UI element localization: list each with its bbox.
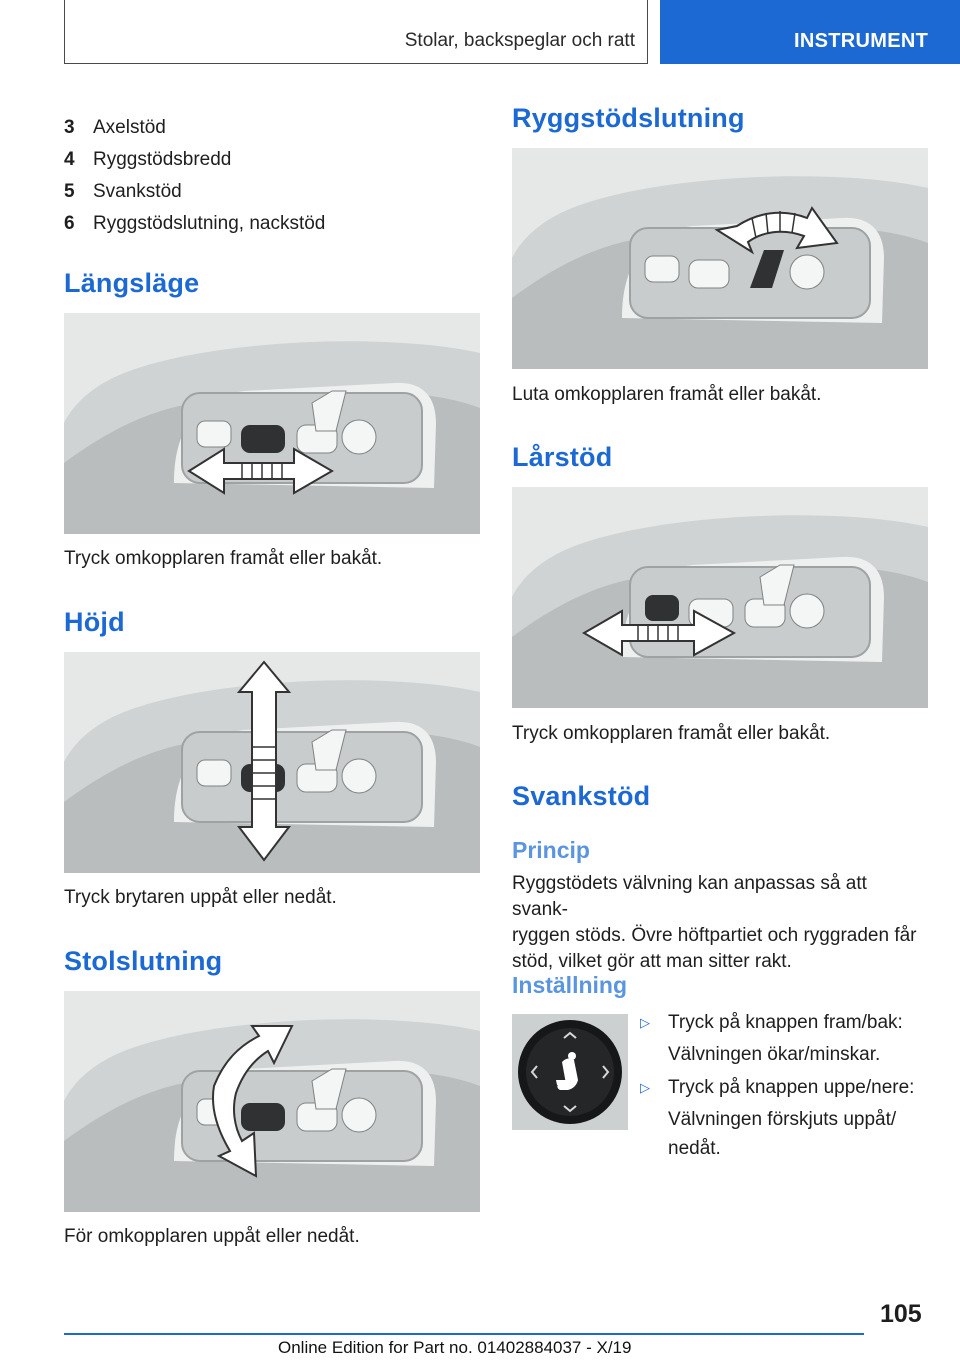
list-item-detail: Välvningen ökar/minskar.: [668, 1044, 881, 1065]
figure-seat-fore-aft: [64, 313, 480, 534]
heading-stolslutning: Stolslutning: [64, 946, 223, 976]
figure-seat-height: [64, 652, 480, 873]
heading-langslage: Längsläge: [64, 268, 200, 298]
footer-divider: [64, 1333, 864, 1335]
caption-larstod: Tryck omkopplaren framåt eller bakåt.: [512, 723, 831, 744]
legend-list: [64, 112, 325, 240]
header-chapter-tab[interactable]: [660, 0, 960, 64]
legend-item: 6 Ryggstödslutning, nackstöd: [64, 213, 326, 234]
figure-seat-tilt: [64, 991, 480, 1212]
list-item-detail: Välvningen förskjuts uppåt/ nedåt.: [668, 1109, 897, 1159]
caption-stolslutning: För omkopplaren uppåt eller nedåt.: [64, 1226, 360, 1247]
triangle-bullet-icon: ▷: [640, 1015, 650, 1030]
caption-langslage: Tryck omkopplaren framåt eller bakåt.: [64, 548, 383, 569]
footer-edition: Online Edition for Part no. 01402884037 - X/19: [278, 1338, 632, 1357]
caption-ryggstodslutning: Luta omkopplaren framåt eller bakåt.: [512, 384, 822, 405]
figure-backrest-tilt: [512, 148, 928, 369]
heading-princip: Princip: [512, 837, 590, 863]
heading-hojd: Höjd: [64, 607, 125, 637]
header-section-box: [64, 0, 648, 64]
legend-item: 4 Ryggstödsbredd: [64, 149, 232, 170]
heading-ryggstodslutning: Ryggstödslutning: [512, 103, 745, 133]
princip-paragraph: Ryggstödets välvning kan anpassas så att svank- ryggen stöds. Övre höftpartiet och ryggraden får stöd, vilket gör att man sitter rakt.: [512, 873, 917, 972]
list-item: ▷ Tryck på knappen uppe/nere:: [638, 1073, 928, 1103]
list-item: ▷ Tryck på knappen fram/bak:: [638, 1008, 928, 1038]
caption-hojd: Tryck brytaren uppåt eller nedåt.: [64, 887, 337, 908]
legend-item: 5 Svankstöd: [64, 181, 182, 202]
figure-lumbar-knob: [512, 1014, 628, 1130]
installning-bullets: [638, 1008, 928, 1167]
heading-installning: Inställning: [512, 972, 627, 998]
section-title: Stolar, backspeglar och ratt: [404, 30, 635, 51]
heading-svankstod: Svankstöd: [512, 781, 651, 811]
figure-thigh-support: [512, 487, 928, 708]
heading-larstod: Lårstöd: [512, 442, 613, 472]
triangle-bullet-icon: ▷: [640, 1080, 650, 1095]
chapter-title: INSTRUMENT: [794, 30, 929, 52]
legend-item: 3 Axelstöd: [64, 117, 166, 138]
page-number: 105: [880, 1300, 922, 1328]
